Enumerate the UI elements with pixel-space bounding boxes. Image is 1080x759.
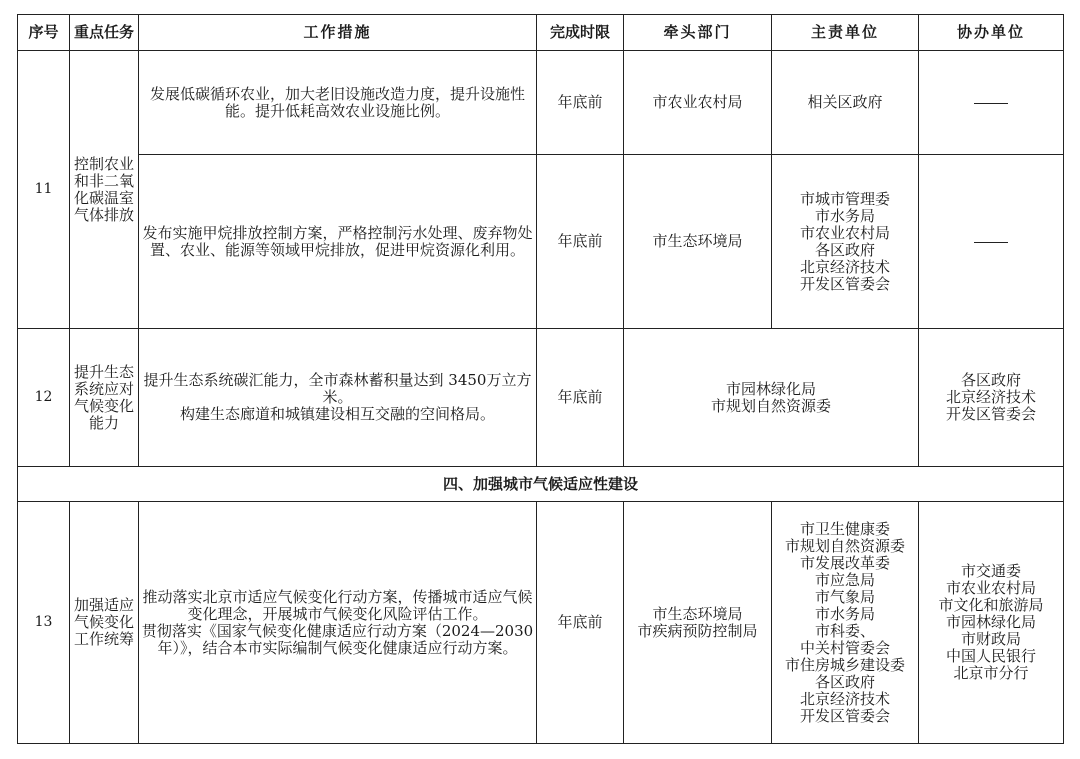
header-main: 主责单位 [772,15,919,51]
header-row [18,15,1064,51]
unit-line: 市农业农村局 [799,223,890,242]
task-line: 化碳温室 [73,188,134,207]
task-line: 和非二氧 [73,171,134,190]
measure-line: 贯彻落实《国家气候变化健康适应行动方案（2024—2030年）》，结合本市实际编制气候变化健康适应行动方案。 [141,621,534,657]
unit-line: 市住房城乡建设委 [784,655,905,674]
unit-line: 市水务局 [814,206,875,225]
section-row [18,467,1064,502]
measure-cell-11b: 发布实施甲烷排放控制方案，严格控制污水处理、废弃物处置、农业、能源等领域甲烷排放，促进甲烷资源化利用。 [139,155,537,329]
unit-line: 市水务局 [814,604,875,623]
unit-line: 市城市管理委 [799,189,890,208]
unit-line: 开发区管委会 [799,274,890,293]
unit-line: 北京经济技术 [799,257,890,276]
task-cell-11 [70,51,139,329]
unit-line: 各区政府 [814,672,875,691]
unit-line: 中关村管委会 [799,638,890,657]
main-cell-11a: 相关区政府 [772,51,919,155]
unit-line: 市应急局 [814,570,875,589]
task-line: 加强适应 [73,596,134,614]
lead-cell-11a: 市农业农村局 [624,51,772,155]
unit-line: 市规划自然资源委 [784,536,905,555]
unit-line: 市气象局 [814,587,875,606]
header-measure: 工作措施 [139,15,537,51]
lead-cell-12 [624,329,919,467]
section-title: 四、加强城市气候适应性建设 [18,467,1064,502]
measure-cell-12 [139,329,537,467]
unit-line: 市园林绿化局 [945,613,1036,631]
task-cell-12 [70,329,139,467]
unit-line: 市卫生健康委 [799,519,890,538]
main-cell-11b [772,155,919,329]
measure-line: 提升生态系统碳汇能力，全市森林蓄积量达到 3450万立方米。 [143,371,532,406]
table-row-13 [18,502,1064,744]
task-line: 气候变化 [73,396,134,415]
measure-line: 推动落实北京市适应气候变化行动方案，传播城市适应气候变化理念，开展城市气候变化风险评估工作。 [142,587,533,623]
unit-line: 市财政局 [960,630,1021,648]
deadline-cell-11a: 年底前 [537,51,624,155]
assist-cell-11b [919,155,1064,329]
unit-line: 市园林绿化局 [725,379,816,398]
unit-line: 各区政府 [814,240,875,259]
seq-cell-13: 13 [18,502,70,744]
header-deadline: 完成时限 [537,15,624,51]
task-cell-13 [70,502,139,744]
measure-cell-13 [139,502,537,744]
unit-line: 市规划自然资源委 [710,396,831,415]
table-row-12 [18,329,1064,467]
table-row-11a [18,51,1064,155]
task-line: 气体排放 [73,205,134,224]
measure-line: 构建生态廊道和城镇建设相互交融的空间格局。 [179,405,495,423]
table-row-11b [18,155,1064,329]
unit-line: 市发展改革委 [799,553,890,572]
unit-line: 市疾病预防控制局 [637,621,758,640]
unit-line: 北京经济技术 [799,689,890,708]
unit-line: 市科委、 [814,621,875,640]
header-seq: 序号 [18,15,70,51]
task-line: 工作统筹 [73,630,134,648]
assist-cell-13 [919,502,1064,744]
seq-cell-11: 11 [18,51,70,329]
assist-cell-11a [919,51,1064,155]
unit-line: 北京经济技术 [945,388,1036,406]
dash-icon [974,103,1008,104]
seq-cell-12: 12 [18,329,70,467]
main-cell-13 [772,502,919,744]
unit-line: 市交通委 [960,562,1021,580]
deadline-cell-12: 年底前 [537,329,624,467]
dash-icon [974,242,1008,243]
lead-cell-11b: 市生态环境局 [624,155,772,329]
unit-line: 市农业农村局 [945,579,1036,597]
unit-line: 市文化和旅游局 [938,596,1044,614]
header-task: 重点任务 [70,15,139,51]
task-line: 提升生态 [73,362,134,381]
unit-line: 各区政府 [960,371,1021,389]
assist-cell-12 [919,329,1064,467]
lead-cell-13 [624,502,772,744]
measure-cell-11a: 发展低碳循环农业，加大老旧设施改造力度，提升设施性能。提升低耗高效农业设施比例。 [139,51,537,155]
unit-line: 市生态环境局 [652,604,743,623]
header-lead: 牵头部门 [624,15,772,51]
task-line: 控制农业 [73,154,134,173]
task-table [17,14,1064,744]
deadline-cell-11b: 年底前 [537,155,624,329]
header-assist: 协办单位 [919,15,1064,51]
task-line: 能力 [88,413,119,432]
unit-line: 中国人民银行 [945,647,1036,665]
deadline-cell-13: 年底前 [537,502,624,744]
unit-line: 开发区管委会 [945,405,1036,423]
unit-line: 北京市分行 [953,664,1029,682]
task-line: 系统应对 [73,379,134,398]
unit-line: 开发区管委会 [799,706,890,725]
task-line: 气候变化 [73,613,134,631]
